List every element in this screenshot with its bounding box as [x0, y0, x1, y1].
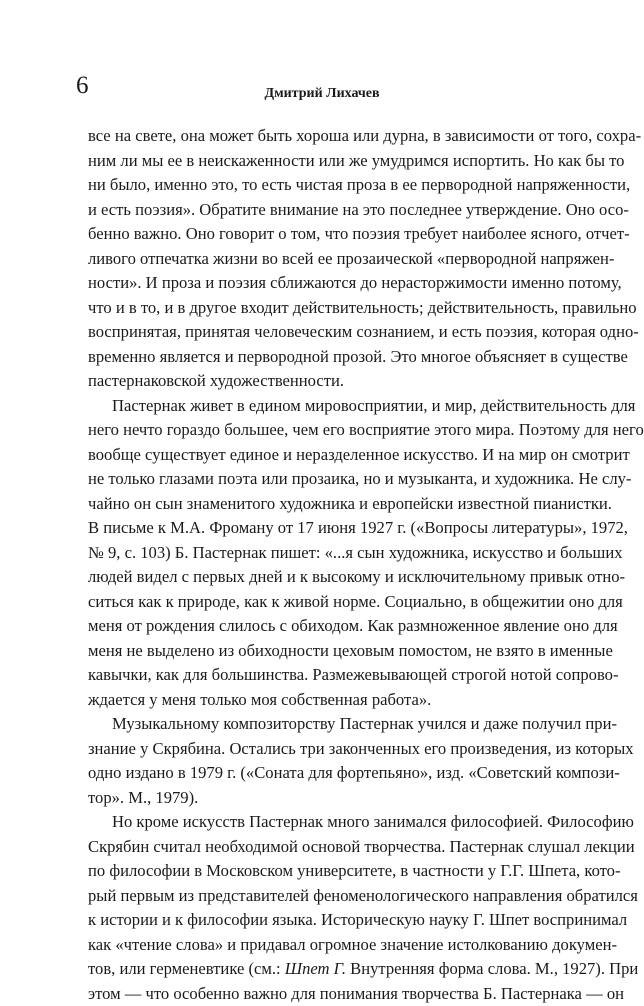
text-line: Скрябин считал необходимой основой творчества. Пастернак слушал лекции [88, 835, 558, 860]
text-line: рый первым из представителей феноменологического направления обратился [88, 884, 558, 909]
paragraph [88, 124, 558, 394]
paragraph [88, 394, 558, 713]
text-line: по философии в Московском университете, в частности у Г.Г. Шпета, кото- [88, 859, 558, 884]
text-line: одно издано в 1979 г. («Соната для фортепьяно», изд. «Советский компози- [88, 761, 558, 786]
paragraph [88, 810, 558, 1006]
text-line-with-citation [88, 957, 558, 982]
text-line: не только глазами поэта или прозаика, но и музыканта, и художника. Не слу- [88, 467, 558, 492]
text-line: него нечто гораздо большее, чем его восприятие этого мира. Поэтому для него [88, 418, 558, 443]
text-line: и есть поэзия». Обратите внимание на это последнее утверждение. Оно осо- [88, 198, 558, 223]
text-line: чайно он сын знаменитого художника и европейски известной пианистки. [88, 492, 558, 517]
text-line: кавычки, как для большинства. Размежевывающей строгой нотой сопрово- [88, 663, 558, 688]
text-line: воспринятая, принятая человеческим сознанием, и есть поэзия, которая одно- [88, 320, 558, 345]
text-line: ности». И проза и поэзия сближаются до нерасторжимости именно потому, [88, 271, 558, 296]
text-line: бенно важно. Оно говорит о том, что поэзия требует наиболее ясного, отчет- [88, 222, 558, 247]
text-line: временно является и первородной прозой. Это многое объясняет в существе [88, 345, 558, 370]
paragraph [88, 712, 558, 810]
text-line: что и в то, и в другое входит действительность; действительность, правильно [88, 296, 558, 321]
text-line: тор». М., 1979). [88, 786, 558, 811]
text-line: Пастернак живет в едином мировосприятии, и мир, действительность для [88, 394, 558, 419]
text-line: ним ли мы ее в неискаженности или же умудримся испортить. Но как бы то [88, 149, 558, 174]
text-segment: тов, или герменевтике (см.: [88, 959, 285, 978]
running-head: Дмитрий Лихачев [0, 85, 644, 103]
text-line: меня от рождения слилось с обиходом. Как размноженное явление оно для [88, 614, 558, 639]
text-line: все на свете, она может быть хороша или дурна, в зависимости от того, сохра- [88, 124, 558, 149]
text-line: В письме к М.А. Фроману от 17 июня 1927 г. («Вопросы литературы», 1972, [88, 516, 558, 541]
citation-author: Шпет Г. [285, 959, 346, 978]
text-line: к истории и к философии языка. Историческую науку Г. Шпет воспринимал [88, 908, 558, 933]
text-line: ситься как к природе, как к живой норме. Социально, в общежитии оно для [88, 590, 558, 615]
text-line: людей видел с первых дней и к высокому и исключительному привык отно- [88, 565, 558, 590]
text-line: ни было, именно это, то есть чистая проза в ее первородной напряженности, [88, 173, 558, 198]
page-number: 6 [76, 71, 89, 101]
text-line: Музыкальному композиторству Пастернак учился и даже получил при- [88, 712, 558, 737]
text-line: Но кроме искусств Пастернак много занимался философией. Философию [88, 810, 558, 835]
text-line: ждается у меня только моя собственная работа». [88, 688, 558, 713]
text-line: вообще существует единое и неразделенное искусство. И на мир он смотрит [88, 443, 558, 468]
text-line: как «чтение слова» и придавал огромное значение истолкованию докумен- [88, 933, 558, 958]
text-line: пастернаковской художественности. [88, 369, 558, 394]
text-segment: Внутренняя форма слова. М., 1927). При [346, 959, 638, 978]
body-text [88, 124, 558, 1006]
text-line: ливого отпечатка жизни во всей ее прозаической «первородной напряжен- [88, 247, 558, 272]
text-line: этом — что особенно важно для понимания творчества Б. Пастернака — он [88, 982, 558, 1006]
text-line: № 9, с. 103) Б. Пастернак пишет: «...я сын художника, искусство и больших [88, 541, 558, 566]
text-line: меня не выделено из обиходности цеховым помостом, не взято в именные [88, 639, 558, 664]
text-line: знание у Скрябина. Остались три законченных его произведения, из которых [88, 737, 558, 762]
